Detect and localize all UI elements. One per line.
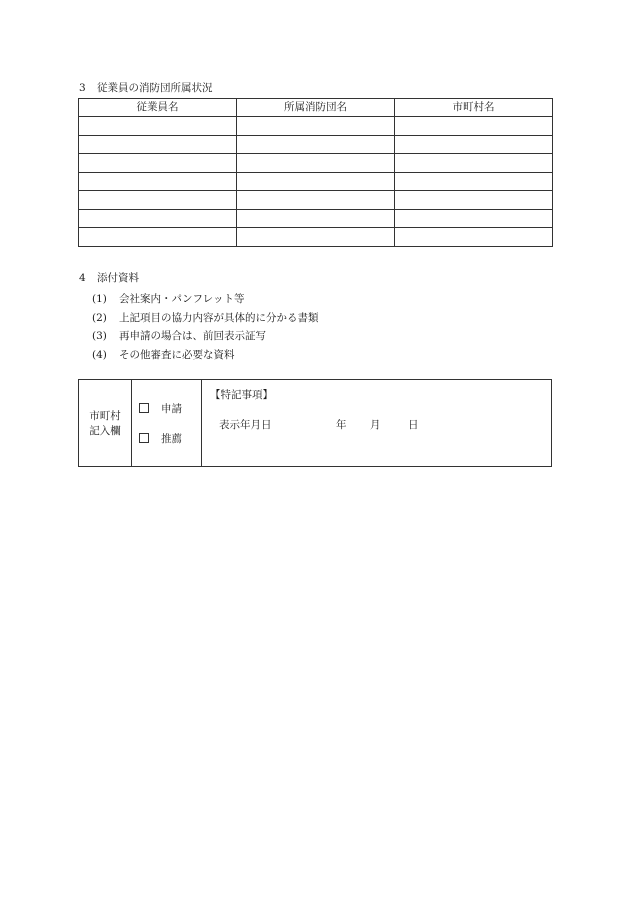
special-notes-cell[interactable] xyxy=(202,380,551,466)
municipal-label-line2: 記入欄 xyxy=(89,425,121,437)
column-header-brigade-name: 所属消防団名 xyxy=(237,99,395,117)
table-row xyxy=(79,228,553,247)
column-header-employee-name: 従業員名 xyxy=(79,99,237,117)
section-3-title: 従業員の消防団所属状況 xyxy=(97,82,213,94)
municipal-label-line1: 市町村 xyxy=(89,410,121,422)
table-header-row xyxy=(79,99,553,117)
list-item-text: 上記項目の協力内容が具体的に分かる書類 xyxy=(119,311,319,324)
brigade-name-cell[interactable] xyxy=(237,172,395,191)
special-notes-title: 【特記事項】 xyxy=(210,389,273,401)
list-item-number: (1) xyxy=(92,293,107,305)
list-item xyxy=(92,327,319,346)
table-row xyxy=(79,172,553,191)
application-type-cell xyxy=(132,380,202,466)
municipal-label-cell xyxy=(79,380,132,466)
recommend-option[interactable] xyxy=(139,431,182,446)
day-label: 日 xyxy=(408,419,419,431)
list-item xyxy=(92,309,319,328)
municipality-cell[interactable] xyxy=(395,135,553,154)
table-row xyxy=(79,209,553,228)
municipality-cell[interactable] xyxy=(395,172,553,191)
apply-option[interactable] xyxy=(139,401,182,416)
municipality-cell[interactable] xyxy=(395,191,553,210)
year-label: 年 xyxy=(336,419,347,431)
employee-name-cell[interactable] xyxy=(79,172,237,191)
list-item xyxy=(92,346,319,365)
employee-name-cell[interactable] xyxy=(79,191,237,210)
brigade-name-cell[interactable] xyxy=(237,209,395,228)
list-item xyxy=(92,290,319,309)
table-row xyxy=(79,135,553,154)
list-item-text: その他審査に必要な資料 xyxy=(119,349,235,362)
municipality-cell[interactable] xyxy=(395,228,553,247)
employee-name-cell[interactable] xyxy=(79,228,237,247)
table-row xyxy=(79,117,553,136)
apply-checkbox[interactable] xyxy=(139,403,149,413)
list-item-number: (3) xyxy=(92,330,107,343)
recommend-checkbox[interactable] xyxy=(139,433,149,443)
municipal-label xyxy=(79,409,131,439)
brigade-name-cell[interactable] xyxy=(237,117,395,136)
section-4-heading xyxy=(79,270,139,285)
column-header-municipality: 市町村名 xyxy=(395,99,553,117)
list-item-number: (4) xyxy=(92,349,107,362)
employee-name-cell[interactable] xyxy=(79,117,237,136)
employee-name-cell[interactable] xyxy=(79,154,237,173)
display-date-label: 表示年月日 xyxy=(219,419,272,431)
section-3-heading xyxy=(79,80,213,95)
table-row xyxy=(79,191,553,210)
list-item-number: (2) xyxy=(92,311,107,324)
employee-name-cell[interactable] xyxy=(79,209,237,228)
section-4-title: 添付資料 xyxy=(97,272,139,284)
brigade-name-cell[interactable] xyxy=(237,154,395,173)
municipal-entry-box xyxy=(78,379,552,467)
brigade-name-cell[interactable] xyxy=(237,228,395,247)
brigade-name-cell[interactable] xyxy=(237,135,395,154)
employee-fire-brigade-table xyxy=(78,98,553,247)
attachments-list xyxy=(92,290,319,365)
section-4-number: 4 xyxy=(79,272,86,284)
table-row xyxy=(79,154,553,173)
brigade-name-cell[interactable] xyxy=(237,191,395,210)
apply-label: 申請 xyxy=(161,403,182,415)
list-item-text: 再申請の場合は、前回表示証写 xyxy=(119,330,266,343)
municipality-cell[interactable] xyxy=(395,117,553,136)
municipality-cell[interactable] xyxy=(395,154,553,173)
section-3-number: 3 xyxy=(79,82,86,94)
month-label: 月 xyxy=(370,419,381,431)
employee-name-cell[interactable] xyxy=(79,135,237,154)
municipality-cell[interactable] xyxy=(395,209,553,228)
list-item-text: 会社案内・パンフレット等 xyxy=(119,293,245,305)
recommend-label: 推薦 xyxy=(161,433,182,445)
